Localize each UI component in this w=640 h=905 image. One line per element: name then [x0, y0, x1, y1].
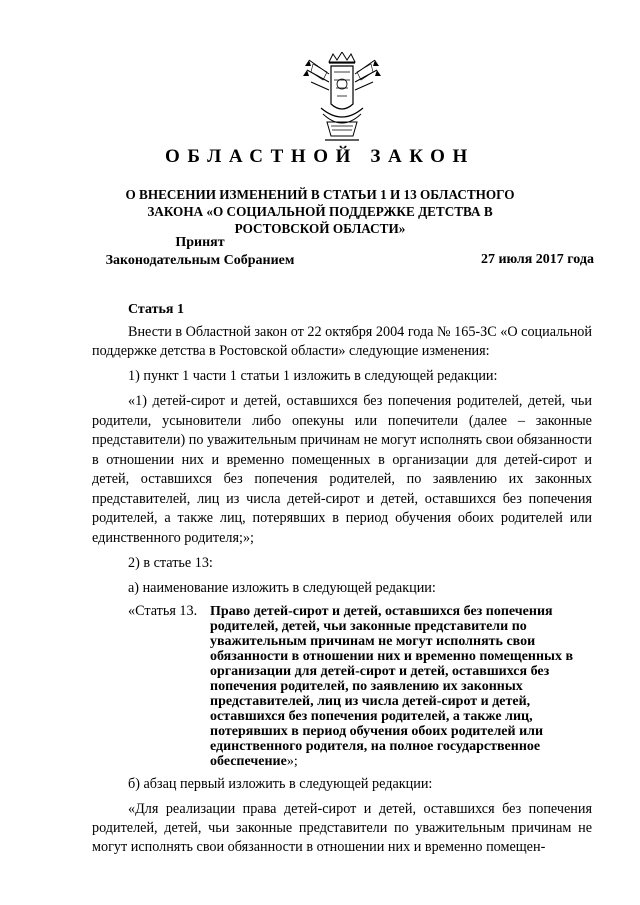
article-body [92, 323, 592, 857]
paragraph-intro: Внести в Областной закон от 22 октября 2004 года № 165-ЗС «О социальной поддержке детства в Ростовской области» следующие изменения: [92, 324, 592, 359]
adopted-line-1: Принят [175, 235, 225, 250]
article-13-label: «Статья 13. [128, 603, 198, 619]
law-title: ОБЛАСТНОЙ ЗАКОН [165, 146, 475, 167]
paragraph-item-2: 2) в статье 13: [128, 555, 213, 571]
article-13-title-tail: »; [286, 754, 298, 769]
paragraph-quote-2: «Для реализации права детей-сирот и детей, оставшихся без попечения родителей, детей, чьи законные представители по уважительным причинам не могут исполнять свои обязанности в отношении них и временно помещен- [92, 801, 592, 855]
article-heading: Статья 1 [128, 302, 184, 317]
adopted-date: 27 июля 2017 года [480, 252, 594, 267]
adopted-label [92, 234, 308, 270]
paragraph-item-2b: б) абзац первый изложить в следующей редакции: [128, 776, 433, 792]
article-13-title-text: Право детей-сирот и детей, оставшихся без попечения родителей, детей, чьи законные представители по уважительным причинам не могут исполнять свои обязанности в отношении них и временно помещенных в организации для детей-сирот и детей, оставшихся без попечения родителей, по заявлению их законных представителей, лиц из числа детей-сирот и детей, оставшихся без попечения родителей, а также лиц, потерявших в период обучения обоих родителей или единственного родителя, на полное государственное обеспечение [210, 604, 574, 769]
article-13-title-block [92, 604, 592, 769]
article-13-title [210, 604, 592, 769]
paragraph-item-2a: а) наименование изложить в следующей редакции: [128, 580, 436, 596]
coat-of-arms-icon [301, 52, 383, 144]
paragraph-quote-1: «1) детей-сирот и детей, оставшихся без попечения родителей, детей, чьи родители, усыновители либо опекуны или попечители (далее – законные представители) по уважительным причинам не могут исполнять свои обязанности в отношении них и временно помещенных в организации для детей-сирот и детей, оставшихся без попечения родителей, по заявлению их законных представителей, лиц из числа детей-сирот и детей, оставшихся без попечения родителей, а также лиц, потерявших в период обучения обоих родителей или единственного родителя;»; [92, 393, 592, 546]
paragraph-item-1: 1) пункт 1 части 1 статьи 1 изложить в следующей редакции: [128, 368, 498, 384]
adopted-line-2: Законодательным Собранием [105, 253, 295, 268]
law-subtitle: О ВНЕСЕНИИ ИЗМЕНЕНИЙ В СТАТЬИ 1 И 13 ОБЛАСТНОГО ЗАКОНА «О СОЦИАЛЬНОЙ ПОДДЕРЖКЕ ДЕТСТВА В РОСТОВСКОЙ ОБЛАСТИ» [125, 187, 515, 236]
